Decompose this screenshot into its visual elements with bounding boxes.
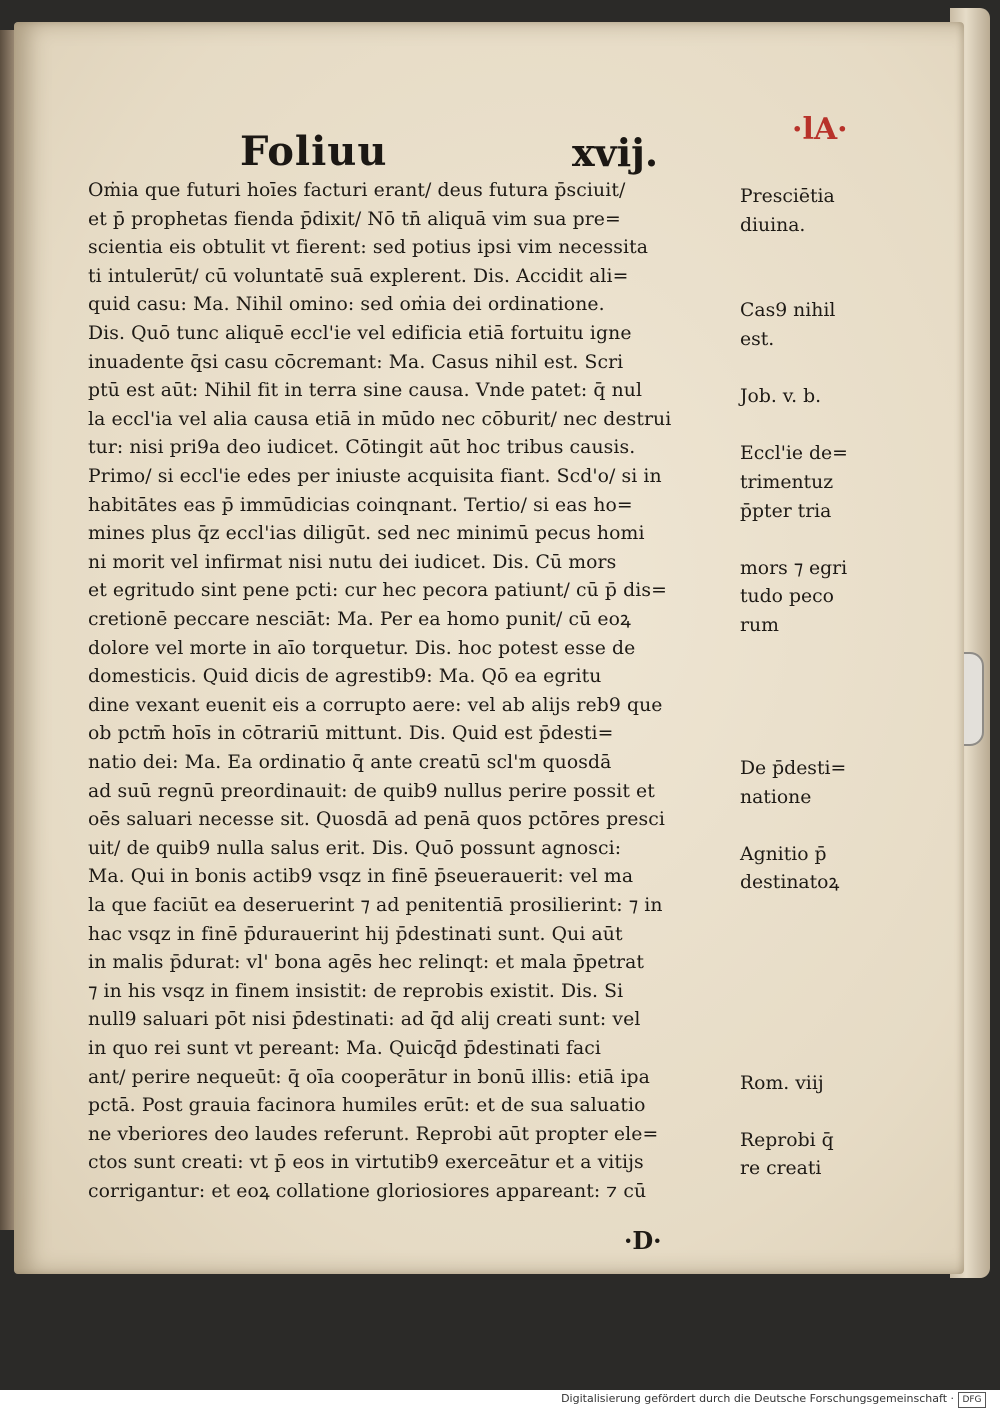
text-line: ptū est aūt: Nihil fit in terra sine causa. Vnde patet: q̄ nul bbox=[88, 380, 643, 402]
text-line: scientia eis obtulit vt fierent: sed potius ipsi vim necessita bbox=[88, 237, 649, 259]
margin-note: Rom. viij bbox=[740, 1072, 824, 1094]
margin-note: Presciētia bbox=[740, 186, 835, 207]
text-line: la eccl'ia vel alia causa etiā in mūdo nec cōburit/ nec destrui bbox=[88, 408, 672, 430]
margin-note: Eccl'ie de= bbox=[740, 443, 848, 465]
margin-note: De p̄desti= bbox=[740, 758, 847, 779]
margin-note: mors ⁊ egri bbox=[740, 557, 848, 579]
margin-note: natione bbox=[740, 786, 812, 808]
text-line: cretionē peccare nesciāt: Ma. Per ea homo punit/ cū eoꝝ bbox=[88, 609, 631, 630]
text-line: domesticis. Quid dicis de agrestib9: Ma. Qō ea egritu bbox=[88, 666, 602, 688]
margin-note: Cas9 nihil bbox=[740, 300, 836, 322]
text-line: dine vexant euenit eis a corrupto aere: vel ab alijs reb9 que bbox=[88, 694, 663, 716]
text-line: hac vsqz in finē p̄durauerint hij p̄destinati sunt. Qui aūt bbox=[88, 923, 623, 945]
margin-note: rum bbox=[740, 615, 779, 636]
text-line: ctos sunt creati: vt p̄ eos in virtutib9 exerceātur et a vitijs bbox=[88, 1152, 644, 1174]
margin-note: tudo peco bbox=[740, 586, 834, 608]
text-line: quid casu: Ma. Nihil omino: sed oṁia dei ordinatione. bbox=[88, 294, 605, 316]
leaf-number: xvij. bbox=[572, 130, 659, 175]
text-line: ti intulerūt/ cū voluntatē suā explerent. Dis. Accidit ali= bbox=[88, 265, 629, 287]
text-line: Ma. Qui in bonis actib9 vsqz in finē p̄seuerauerit: vel ma bbox=[88, 866, 634, 888]
text-line: Oṁia que futuri hoīes facturi erant/ deus futura p̄sciuit/ bbox=[88, 180, 626, 201]
text-line: natio dei: Ma. Ea ordinatio q̄ ante creatū scl'm quosdā bbox=[88, 752, 612, 773]
text-line: ant/ perire nequeūt: q̄ oīa cooperātur in bonū illis: etiā ipa bbox=[88, 1066, 650, 1088]
text-line: inuadente q̄si casu cōcremant: Ma. Casus nihil est. Scri bbox=[88, 351, 624, 373]
margin-note: diuina. bbox=[740, 214, 806, 236]
text-line: habitātes eas p̄ immūdicias coinqnant. Tertio/ si eas ho= bbox=[88, 494, 633, 516]
text-line: in malis p̄durat: vl' bona agēs hec relinqt: et mala p̄petrat bbox=[88, 952, 645, 974]
text-line: pctā. Post grauia facinora humiles erūt: et de sua saluatio bbox=[88, 1095, 646, 1117]
signature-mark: ·D· bbox=[624, 1226, 662, 1255]
text-line: ob pctm̄ hoīs in cōtrariū mittunt. Dis. Quid est p̄desti= bbox=[88, 723, 614, 745]
text-line: la que faciūt ea deseruerint ⁊ ad penitentiā prosilierint: ⁊ in bbox=[88, 895, 663, 916]
margin-note: est. bbox=[740, 329, 775, 350]
text-line: ne vberiores deo laudes referunt. Reprobi aūt propter ele= bbox=[88, 1123, 659, 1145]
text-line: null9 saluari pōt nisi p̄destinati: ad q̄d alij creati sunt: vel bbox=[88, 1009, 641, 1031]
text-line: et egritudo sint pene pcti: cur hec pecora patiunt/ cū p̄ dis= bbox=[88, 580, 667, 602]
running-title: Foliuu bbox=[240, 128, 388, 175]
dfg-logo-icon: DFG bbox=[958, 1392, 986, 1408]
text-line: in quo rei sunt vt pereant: Ma. Quicq̄d p̄destinati faci bbox=[88, 1038, 602, 1059]
text-line: uit/ de quib9 nulla salus erit. Dis. Quō possunt agnosci: bbox=[88, 837, 622, 859]
text-line: tur: nisi pri9a deo iudicet. Cōtingit aūt hoc tribus causis. bbox=[88, 437, 636, 459]
text-line: et p̄ prophetas fienda p̄dixit/ Nō tn̄ aliquā vim sua pre= bbox=[88, 208, 621, 230]
margin-note: Job. v. b. bbox=[740, 386, 822, 408]
text-line: Dis. Quō tunc aliquē eccl'ie vel edificia etiā fortuitu igne bbox=[88, 323, 632, 344]
text-line: ⁊ in his vsqz in finem insistit: de reprobis existit. Dis. Si bbox=[88, 980, 624, 1002]
text-line: mines plus q̄z eccl'ias diligūt. sed nec minimū pecus homi bbox=[88, 523, 645, 545]
text-line: Primo/ si eccl'ie edes per iniuste acquisita fiant. Scd'o/ si in bbox=[88, 466, 662, 487]
folio-mark: ·lA· bbox=[792, 112, 848, 147]
margin-note: p̄pter tria bbox=[740, 500, 832, 522]
margin-note: trimentuz bbox=[740, 472, 834, 493]
text-line: ni morit vel infirmat nisi nutu dei iudicet. Dis. Cū mors bbox=[88, 551, 617, 573]
text-line: dolore vel morte in aīo torquetur. Dis. hoc potest esse de bbox=[88, 637, 636, 659]
text-line: corrigantur: et eoꝝ collatione gloriosiores appareant: ⁊ cū bbox=[88, 1181, 647, 1202]
margin-note: re creati bbox=[740, 1158, 822, 1180]
text-line: oēs saluari necesse sit. Quosdā ad penā quos pctōres presci bbox=[88, 809, 665, 831]
margin-note: Agnitio p̄ bbox=[740, 843, 827, 865]
text-line: ad suū regnū preordinauit: de quib9 nullus perire possit et bbox=[88, 780, 655, 802]
margin-note: Reprobi q̄ bbox=[740, 1129, 834, 1151]
footer-bar bbox=[0, 1390, 1000, 1411]
footer-credit: Digitalisierung gefördert durch die Deutsche Forschungsgemeinschaft · bbox=[561, 1392, 954, 1405]
margin-note: destinatoꝝ bbox=[740, 872, 840, 894]
